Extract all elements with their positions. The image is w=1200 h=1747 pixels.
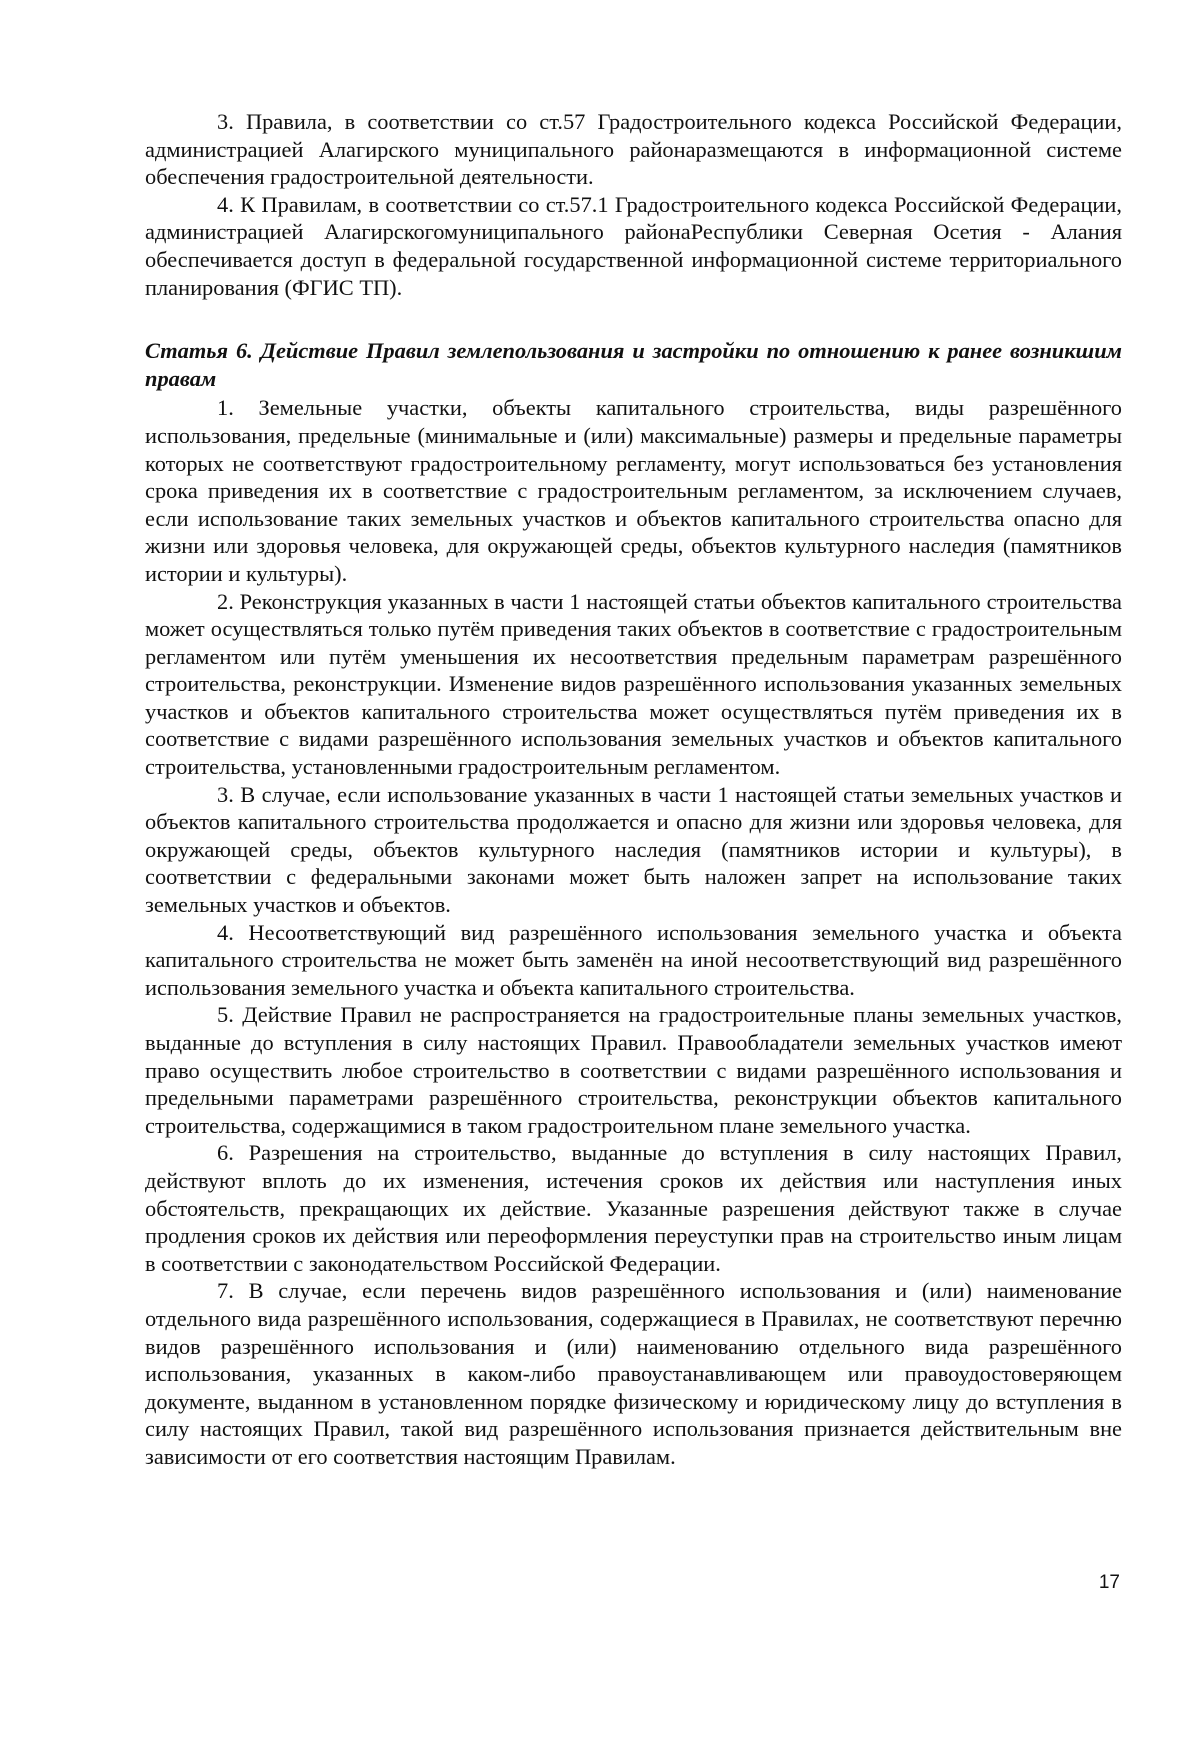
article-paragraph-1: 1. Земельные участки, объекты капитального строительства, виды разрешённого использования, предельные (минимальные и (или) максимальные) размеры и предельные параметры которых не соответствуют градостроительному регламенту, могут использоваться без установления срока приведения их в соответствие с градостроительным регламентом, за исключением случаев, если использование таких земельных участков и объектов капитального строительства опасно для жизни или здоровья человека, для окружающей среды, объектов культурного наследия (памятников истории и культуры). — [145, 395, 1122, 586]
article-paragraph-2: 2. Реконструкция указанных в части 1 настоящей статьи объектов капитального строительства может осуществляться только путём приведения таких объектов в соответствие с градостроительным регламентом или путём уменьшения их несоответствия предельным параметрам разрешённого строительства, реконструкции. Изменение видов разрешённого использования указанных земельных участков и объектов капитального строительства может осуществляться путём приведения их в соответствие с видами разрешённого использования земельных участков и объектов капитального строительства, установленными градостроительным регламентом. — [145, 588, 1122, 780]
article-paragraph-7: 7. В случае, если перечень видов разрешённого использования и (или) наименование отдельного вида разрешённого использования, содержащиеся в Правилах, не соответствуют перечню видов разрешённого использования и (или) наименованию отдельного вида разрешённого использования, указанных в каком-либо правоустанавливающем или правоудостоверяющем документе, выданном в установленном порядке физическому и юридическому лицу до вступления в силу настоящих Правил, такой вид разрешённого использования признается действительным вне зависимости от его соответствия настоящим Правилам. — [145, 1278, 1122, 1469]
document-page — [145, 108, 1122, 1471]
article-paragraph-4: 4. Несоответствующий вид разрешённого использования земельного участка и объекта капитального строительства не может быть заменён на иной несоответствующий вид разрешённого использования земельного участка и объекта капитального строительства. — [145, 919, 1122, 1000]
intro-paragraph-3: 3. Правила, в соответствии со ст.57 Градостроительного кодекса Российской Федерации, администрацией Алагирского муниципального районаразмещаются в информационной системе обеспечения градостроительной деятельности. — [145, 109, 1122, 190]
article-paragraph-6: 6. Разрешения на строительство, выданные до вступления в силу настоящих Правил, действуют вплоть до их изменения, истечения сроков их действия или наступления иных обстоятельств, прекращающих их действие. Указанные разрешения действуют также в случае продления сроков их действия или переоформления переуступки прав на строительство иным лицам в соответствии с законодательством Российской Федерации. — [145, 1140, 1122, 1276]
intro-paragraph-4: 4. К Правилам, в соответствии со ст.57.1 Градостроительного кодекса Российской Федерации, администрацией Алагирскогомуниципального районаРеспублики Северная Осетия - Алания обеспечивается доступ в федеральной государственной информационной системе территориального планирования (ФГИС ТП). — [145, 191, 1122, 300]
article-paragraph-3: 3. В случае, если использование указанных в части 1 настоящей статьи земельных участков и объектов капитального строительства продолжается и опасно для жизни или здоровья человека, для окружающей среды, объектов культурного наследия (памятников истории и культуры), в соответствии с федеральными законами может быть наложен запрет на использование таких земельных участков и объектов. — [145, 781, 1122, 918]
page-number: 17 — [1098, 1572, 1120, 1593]
article-heading: Статья 6. Действие Правил землепользования и застройки по отношению к ранее возникшим правам — [145, 338, 1122, 391]
article-paragraph-5: 5. Действие Правил не распространяется на градостроительные планы земельных участков, выданные до вступления в силу настоящих Правил. Правообладатели земельных участков имеют право осуществить любое строительство в соответствии с видами разрешённого использования и предельными параметрами разрешённого строительства, реконструкции объектов капитального строительства, содержащимися в таком градостроительном плане земельного участка. — [145, 1002, 1122, 1138]
